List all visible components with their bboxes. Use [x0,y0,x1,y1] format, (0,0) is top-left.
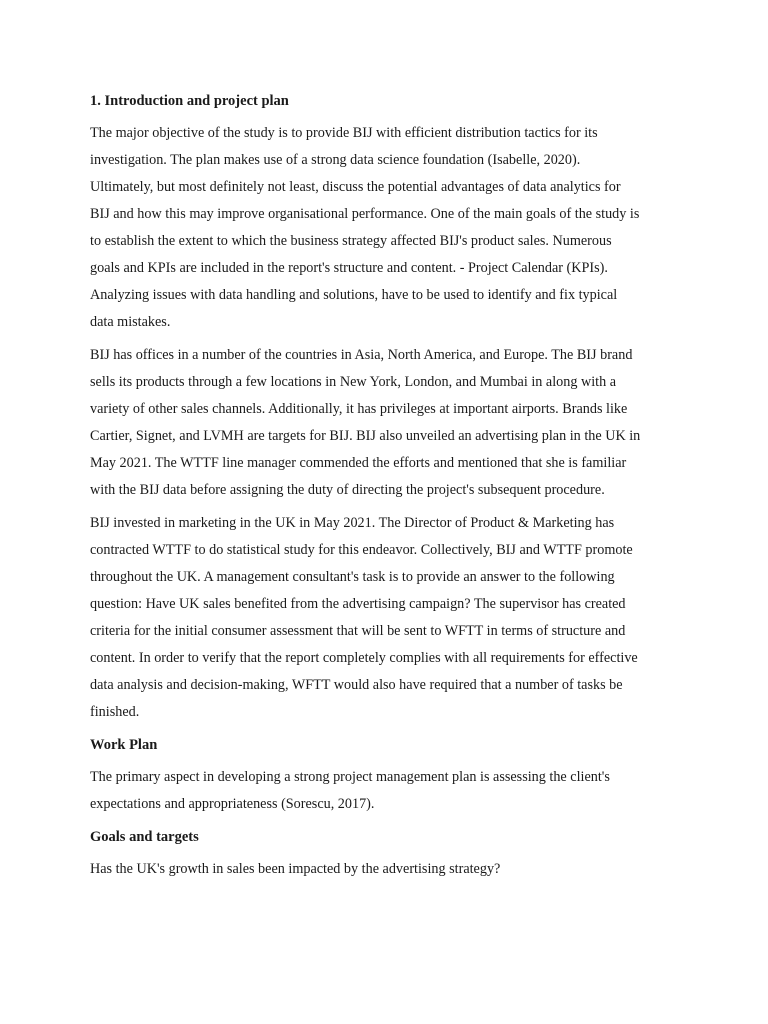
marketing-paragraph: BIJ invested in marketing in the UK in May 2021. The Director of Product & Marketing has contracted WTTF to do statistical study for this endeavor. Collectively, BIJ and WTTF promote throughout the UK. A management consultant's task is to provide an answer to the following question: Have UK sales benefited from the advertising campaign? The supervisor has created criteria for the initial consumer assessment that will be sent to WFTT in terms of structure and content. In order to verify that the report completely complies with all requirements for effective data analysis and decision-making, WFTT would also have required that a number of tasks be finished. [90,515,638,720]
work-plan-paragraph: The primary aspect in developing a strong project management plan is assessing the client's expectations and appropriateness (Sorescu, 2017). [90,769,610,812]
goals-heading: Goals and targets [90,829,199,845]
goals-paragraph: Has the UK's growth in sales been impacted by the advertising strategy? [90,861,501,877]
document-body [90,88,690,889]
work-plan-heading: Work Plan [90,737,158,753]
section-heading: 1. Introduction and project plan [90,93,289,109]
intro-paragraph: The major objective of the study is to provide BIJ with efficient distribution tactics for its investigation. The plan makes use of a strong data science foundation (Isabelle, 2020). Ultimately, but most definitely not least, discuss the potential advantages of data analytics for BIJ and how this may improve organisational performance. One of the main goals of the study is to establish the extent to which the business strategy affected BIJ's product sales. Numerous goals and KPIs are included in the report's structure and content. - Project Calendar (KPIs). Analyzing issues with data handling and solutions, have to be used to identify and fix typical data mistakes. [90,125,640,330]
offices-paragraph: BIJ has offices in a number of the countries in Asia, North America, and Europe. The BIJ brand sells its products through a few locations in New York, London, and Mumbai in along with a variety of other sales channels. Additionally, it has privileges at important airports. Brands like Cartier, Signet, and LVMH are targets for BIJ. BIJ also unveiled an advertising plan in the UK in May 2021. The WTTF line manager commended the efforts and mentioned that she is familiar with the BIJ data before assigning the duty of directing the project's subsequent procedure. [90,347,641,498]
